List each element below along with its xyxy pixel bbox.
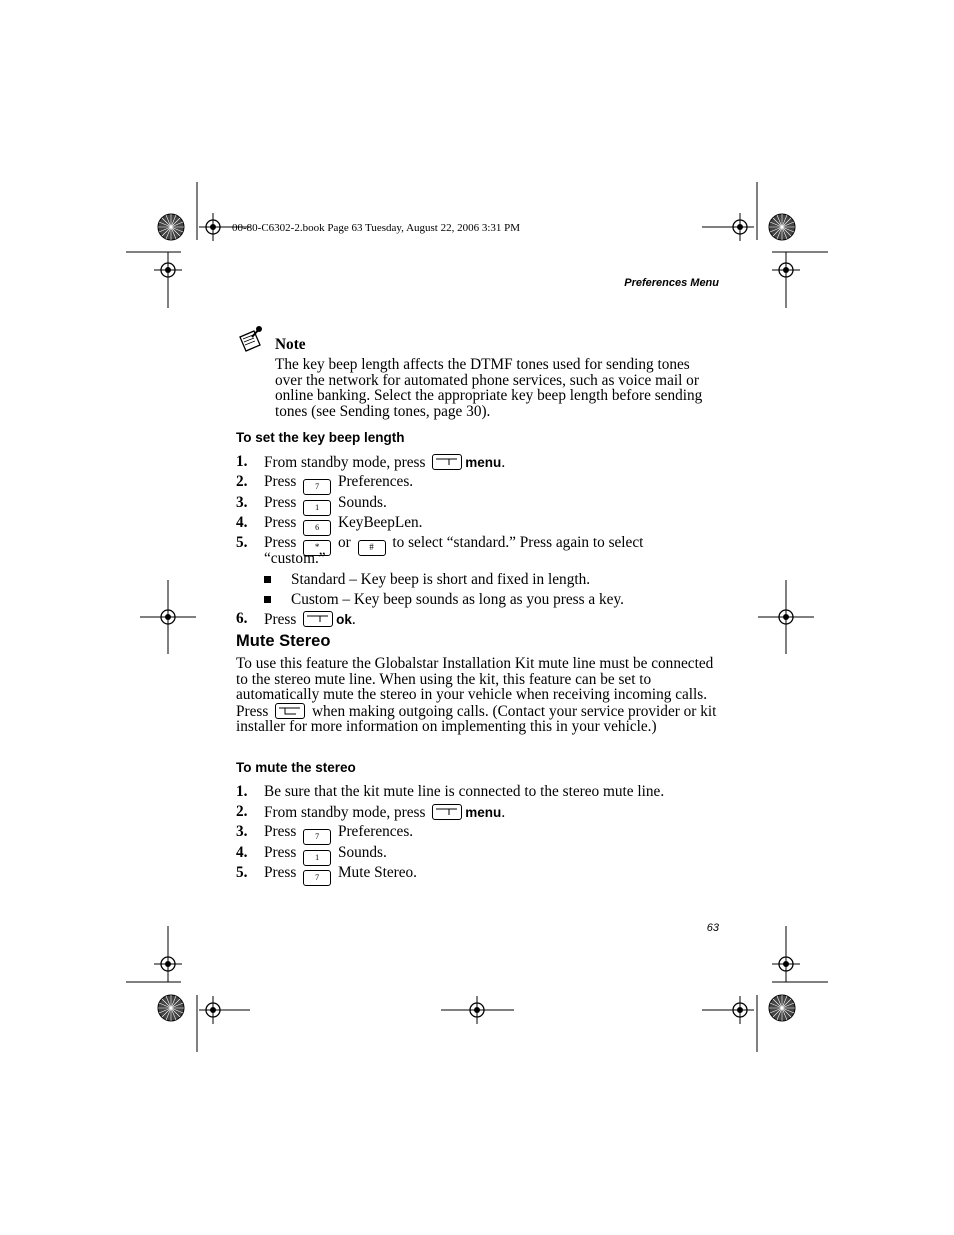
step-text: From standby mode, press [264,454,426,471]
ok-label: ok [336,612,352,627]
step-number: 3. [236,494,248,511]
step-punct: . [351,611,356,628]
step-number: 4. [236,844,248,861]
page-number: 63 [706,922,719,934]
step-text: or [337,534,351,551]
send-key-icon [275,703,305,719]
star-key-icon: * [303,540,331,556]
step-number: 1. [236,783,248,800]
step-text: Preferences. [337,823,414,840]
step-number: 4. [236,514,248,531]
print-slug: 00-80-C6302-2.book Page 63 Tuesday, August 22, 2006 3:31 PM [232,222,521,234]
pound-key-icon: # [358,540,386,556]
step-text: Press [264,473,297,490]
step-text: Press [264,823,297,840]
step-text: Press [264,611,297,628]
step-punct: . [501,804,506,821]
step-number: 2. [236,473,248,490]
step-text: to select “standard.” Press again to select [392,534,644,551]
step-number: 5. [236,864,248,881]
step-text: From standby mode, press [264,804,426,821]
step-text: Sounds. [337,844,387,861]
menu-label: menu [465,805,502,820]
key-1-icon: 1 [303,500,331,516]
step-number: 5. [236,534,248,551]
step-text: Press [264,844,297,861]
paragraph-text: when making outgoing calls. (Contact your service provider or kit installer for more information on implementing this in your vehicle.) [236,702,717,736]
step-text: Preferences. [337,473,414,490]
key-7-icon: 7 [303,870,331,886]
running-head: Preferences Menu [624,277,719,289]
step-text: Press [264,514,297,531]
key-7-icon: 7 [303,479,331,495]
key-6-icon: 6 [303,520,331,536]
step-number: 3. [236,823,248,840]
procedure-heading: To set the key beep length [236,430,405,445]
bullet-marker [264,596,271,603]
step-text: Mute Stereo. [337,864,417,881]
left-softkey-icon [303,611,333,627]
procedure-heading: To mute the stereo [236,760,356,775]
step-text: Be sure that the kit mute line is connected to the stereo mute line. [264,783,665,800]
step-number: 2. [236,803,248,820]
note-title: Note [275,336,306,353]
key-7-icon: 7 [303,829,331,845]
bullet-marker [264,576,271,583]
step-punct: . [501,454,506,471]
step-text: “custom.” [264,550,326,567]
step-text: Press [264,534,297,551]
paragraph-text: To use this feature the Globalstar Installation Kit mute line must be connected to the stereo mute line. When using the kit, this feature can be set to automatically mute the stereo in your vehicle when receiving incoming calls. Press [236,655,714,720]
menu-label: menu [465,455,502,470]
left-softkey-icon [432,804,462,820]
step-text: Press [264,494,297,511]
bullet-text: Standard – Key beep is short and fixed in length. [291,571,591,588]
mute-stereo-paragraph [236,656,721,735]
section-heading: Mute Stereo [236,632,331,650]
key-1-icon: 1 [303,850,331,866]
step-text: Sounds. [337,494,387,511]
step-text: Press [264,864,297,881]
step-number: 6. [236,610,248,627]
bullet-text: Custom – Key beep sounds as long as you press a key. [291,591,624,608]
left-softkey-icon [432,454,462,470]
step-number: 1. [236,453,248,470]
step-text: KeyBeepLen. [337,514,423,531]
note-body: The key beep length affects the DTMF tones used for sending tones over the network for automated phone services, such as voice mail or online banking. Select the appropriate key beep length before sending tones (see Sending tones, page 30). [275,356,703,420]
note-icon [238,325,266,353]
